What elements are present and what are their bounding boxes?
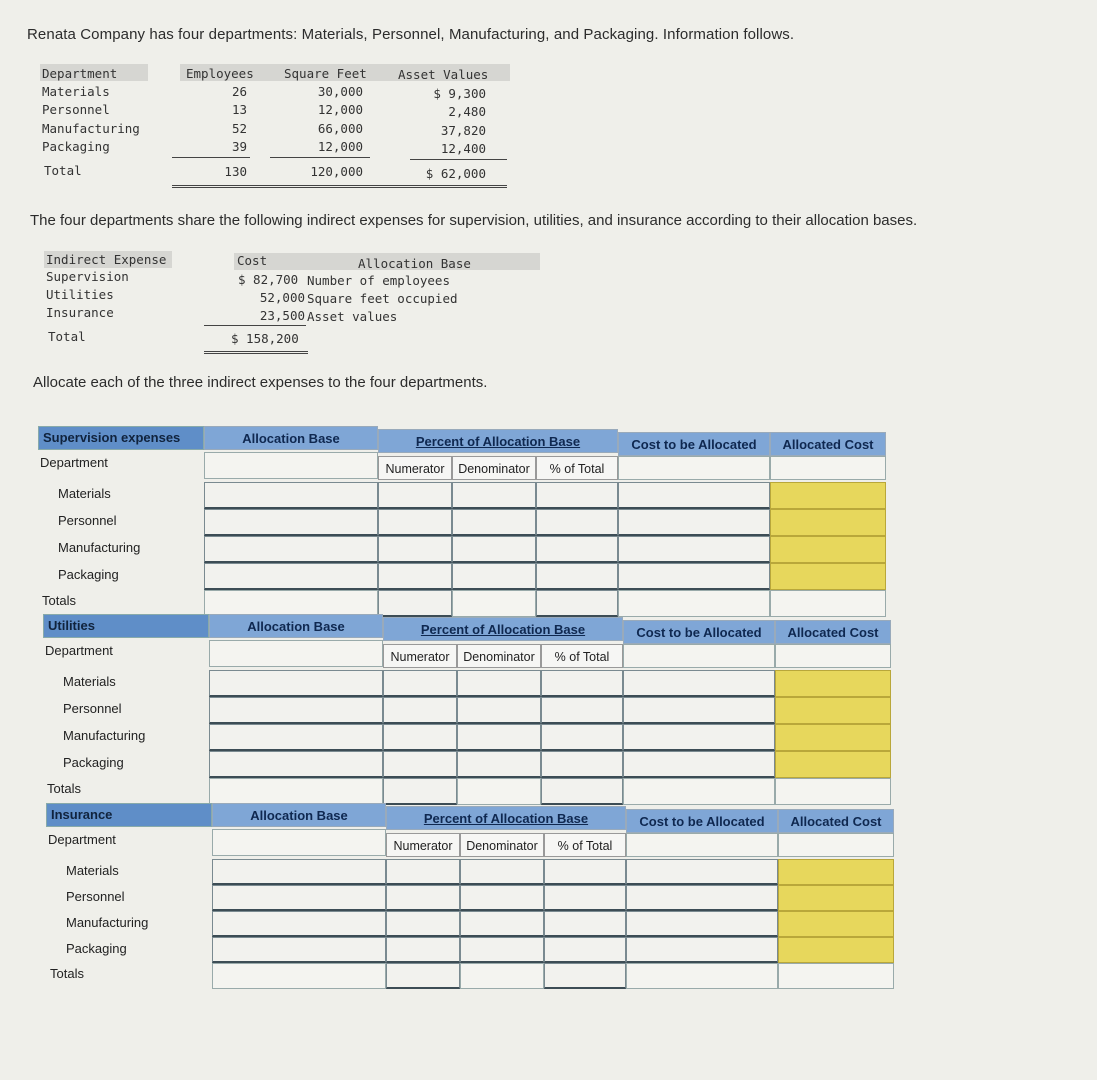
- cost-to-allocate-input-manufacturing[interactable]: [623, 724, 775, 751]
- totals-allocated-cost-cell: [775, 778, 891, 805]
- row-assets: 12,400: [440, 141, 486, 156]
- dept-row-label-personnel: Personnel: [58, 513, 117, 528]
- totals-label: Totals: [47, 781, 81, 796]
- allocated-cost-header: Allocated Cost: [778, 809, 894, 833]
- row-employees: 39: [231, 139, 247, 154]
- allocated-cost-header: Allocated Cost: [770, 432, 886, 456]
- alloc-header-blank: [775, 644, 891, 668]
- numerator-header: Numerator: [386, 833, 460, 857]
- denominator-input-personnel[interactable]: [460, 885, 544, 911]
- pct-of-total-input-manufacturing[interactable]: [544, 911, 626, 937]
- dept-row-label-packaging: Packaging: [63, 755, 124, 770]
- cost-to-allocate-input-personnel[interactable]: [623, 697, 775, 724]
- row-dept: Packaging: [42, 139, 110, 154]
- totals-pct-input[interactable]: [536, 590, 618, 617]
- totals-allocated-cost-cell: [778, 963, 894, 989]
- allocated-cost-output-packaging: [778, 937, 894, 963]
- dept-row-label-manufacturing: Manufacturing: [63, 728, 146, 743]
- pct-of-total-header: % of Total: [541, 644, 623, 668]
- total-assets: $ 62,000: [425, 166, 486, 181]
- allocated-cost-header: Allocated Cost: [775, 620, 891, 644]
- numerator-input-personnel[interactable]: [378, 509, 452, 536]
- pct-of-total-input-materials[interactable]: [544, 859, 626, 885]
- totals-base-cell: [204, 590, 378, 617]
- cost-header-blank: [623, 644, 775, 668]
- cost-to-allocate-input-packaging[interactable]: [618, 563, 770, 590]
- expense-name: Insurance: [46, 305, 114, 320]
- denominator-input-manufacturing[interactable]: [457, 724, 541, 751]
- expense-cost: 52,000: [259, 290, 305, 305]
- cost-to-allocate-input-materials[interactable]: [626, 859, 778, 885]
- numerator-input-materials[interactable]: [378, 482, 452, 509]
- row-assets: 37,820: [440, 123, 486, 138]
- numerator-input-packaging[interactable]: [383, 751, 457, 778]
- totals-base-cell: [212, 963, 386, 989]
- allocation-base-header-input[interactable]: [212, 829, 386, 856]
- allocated-cost-output-manufacturing: [778, 911, 894, 937]
- allocation-base-header-input[interactable]: [204, 452, 378, 479]
- cost-to-allocate-input-personnel[interactable]: [626, 885, 778, 911]
- allocation-base-input-personnel[interactable]: [209, 697, 383, 724]
- allocated-cost-output-personnel: [778, 885, 894, 911]
- row-employees: 26: [231, 84, 247, 99]
- pct-of-total-input-materials[interactable]: [541, 670, 623, 697]
- allocation-base-input-materials[interactable]: [209, 670, 383, 697]
- allocated-cost-output-personnel: [775, 697, 891, 724]
- denominator-input-manufacturing[interactable]: [460, 911, 544, 937]
- pct-of-total-input-packaging[interactable]: [541, 751, 623, 778]
- col-header-indirect-expense: Indirect Expense: [46, 252, 167, 267]
- allocate-instruction: Allocate each of the three indirect expenses to the four departments.: [33, 374, 488, 391]
- allocation-base-input-materials[interactable]: [204, 482, 378, 509]
- denominator-header: Denominator: [457, 644, 541, 668]
- dept-row-label-materials: Materials: [66, 863, 119, 878]
- allocation-base-input-manufacturing[interactable]: [212, 911, 386, 937]
- denominator-input-personnel[interactable]: [457, 697, 541, 724]
- dept-row-label-manufacturing: Manufacturing: [58, 540, 141, 555]
- allocation-base-input-personnel[interactable]: [204, 509, 378, 536]
- total-employees: 130: [224, 164, 247, 179]
- department-label: Department: [48, 832, 116, 847]
- totals-pct-input[interactable]: [541, 778, 623, 805]
- row-assets: 2,480: [448, 104, 486, 119]
- pct-of-total-header: % of Total: [544, 833, 626, 857]
- section-title-supervision: Supervision expenses: [38, 426, 204, 450]
- allocation-base-input-packaging[interactable]: [209, 751, 383, 778]
- dept-row-label-packaging: Packaging: [58, 567, 119, 582]
- allocated-cost-output-manufacturing: [770, 536, 886, 563]
- pct-of-total-input-personnel[interactable]: [544, 885, 626, 911]
- dept-row-label-materials: Materials: [58, 486, 111, 501]
- totals-numerator-input[interactable]: [383, 778, 457, 805]
- cost-to-be-allocated-header: Cost to be Allocated: [618, 432, 770, 456]
- totals-numerator-input[interactable]: [378, 590, 452, 617]
- allocated-cost-output-personnel: [770, 509, 886, 536]
- expense-base: Asset values: [307, 309, 398, 324]
- department-label: Department: [45, 643, 113, 658]
- allocation-base-input-manufacturing[interactable]: [209, 724, 383, 751]
- row-sqft: 66,000: [317, 121, 363, 136]
- numerator-input-personnel[interactable]: [383, 697, 457, 724]
- expense-cost: $ 82,700: [238, 272, 299, 287]
- pct-of-total-input-materials[interactable]: [536, 482, 618, 509]
- allocated-cost-output-packaging: [770, 563, 886, 590]
- totals-cost-cell: [623, 778, 775, 805]
- cost-to-be-allocated-header: Cost to be Allocated: [626, 809, 778, 833]
- numerator-input-packaging[interactable]: [378, 563, 452, 590]
- expense-cost: 23,500: [259, 308, 305, 323]
- alloc-header-blank: [770, 456, 886, 480]
- percent-of-allocation-base-header: Percent of Allocation Base: [386, 806, 626, 830]
- pct-of-total-input-packaging[interactable]: [536, 563, 618, 590]
- totals-base-cell: [209, 778, 383, 805]
- allocation-base-input-personnel[interactable]: [212, 885, 386, 911]
- allocated-cost-output-materials: [778, 859, 894, 885]
- expense-total-cost: $ 158,200: [231, 331, 299, 346]
- shared-expenses-text: The four departments share the following indirect expenses for supervision, utilities, and insurance according to their allocation bases.: [30, 212, 918, 229]
- cost-to-allocate-input-personnel[interactable]: [618, 509, 770, 536]
- expense-name: Utilities: [46, 287, 114, 302]
- denominator-input-materials[interactable]: [460, 859, 544, 885]
- expense-total-label: Total: [48, 329, 86, 344]
- totals-allocated-cost-cell: [770, 590, 886, 617]
- cost-header-blank: [626, 833, 778, 857]
- total-label: Total: [44, 163, 82, 178]
- row-assets: $ 9,300: [433, 86, 486, 101]
- row-dept: Personnel: [42, 102, 110, 117]
- allocation-base-input-manufacturing[interactable]: [204, 536, 378, 563]
- cost-to-be-allocated-header: Cost to be Allocated: [623, 620, 775, 644]
- pct-of-total-input-personnel[interactable]: [536, 509, 618, 536]
- allocation-base-header-input[interactable]: [209, 640, 383, 667]
- denominator-input-packaging[interactable]: [457, 751, 541, 778]
- section-title-utilities: Utilities: [43, 614, 209, 638]
- pct-of-total-input-packaging[interactable]: [544, 937, 626, 963]
- pct-of-total-input-personnel[interactable]: [541, 697, 623, 724]
- row-employees: 52: [231, 121, 247, 136]
- totals-label: Totals: [42, 593, 76, 608]
- row-sqft: 12,000: [317, 102, 363, 117]
- indirect-expense-table: [44, 250, 544, 360]
- row-employees: 13: [231, 102, 247, 117]
- cost-to-allocate-input-packaging[interactable]: [626, 937, 778, 963]
- col-header-employees: Employees: [186, 66, 254, 81]
- dept-row-label-personnel: Personnel: [66, 889, 125, 904]
- totals-numerator-input[interactable]: [386, 963, 460, 989]
- allocation-base-input-materials[interactable]: [212, 859, 386, 885]
- dept-row-label-manufacturing: Manufacturing: [66, 915, 149, 930]
- denominator-header: Denominator: [452, 456, 536, 480]
- pct-of-total-input-manufacturing[interactable]: [541, 724, 623, 751]
- numerator-input-packaging[interactable]: [386, 937, 460, 963]
- section-title-insurance: Insurance: [46, 803, 212, 827]
- cost-to-allocate-input-materials[interactable]: [623, 670, 775, 697]
- allocated-cost-output-materials: [770, 482, 886, 509]
- alloc-header-blank: [778, 833, 894, 857]
- numerator-input-manufacturing[interactable]: [383, 724, 457, 751]
- numerator-input-materials[interactable]: [383, 670, 457, 697]
- row-sqft: 30,000: [317, 84, 363, 99]
- intro-text: Renata Company has four departments: Materials, Personnel, Manufacturing, and Packaging. Information follows.: [27, 26, 795, 43]
- cost-header-blank: [618, 456, 770, 480]
- totals-cost-cell: [626, 963, 778, 989]
- dept-row-label-packaging: Packaging: [66, 941, 127, 956]
- allocation-base-header: Allocation Base: [212, 803, 386, 827]
- allocation-base-input-packaging[interactable]: [204, 563, 378, 590]
- cost-to-allocate-input-packaging[interactable]: [623, 751, 775, 778]
- totals-cost-cell: [618, 590, 770, 617]
- numerator-input-manufacturing[interactable]: [378, 536, 452, 563]
- totals-denominator-cell: [452, 590, 536, 617]
- col-header-allocation-base: Allocation Base: [358, 256, 471, 271]
- percent-of-allocation-base-header: Percent of Allocation Base: [378, 429, 618, 453]
- denominator-header: Denominator: [460, 833, 544, 857]
- totals-label: Totals: [50, 966, 84, 981]
- total-sqft: 120,000: [310, 164, 363, 179]
- allocated-cost-output-packaging: [775, 751, 891, 778]
- row-sqft: 12,000: [317, 139, 363, 154]
- numerator-input-materials[interactable]: [386, 859, 460, 885]
- department-label: Department: [40, 455, 108, 470]
- denominator-input-packaging[interactable]: [460, 937, 544, 963]
- pct-of-total-header: % of Total: [536, 456, 618, 480]
- allocated-cost-output-manufacturing: [775, 724, 891, 751]
- row-dept: Materials: [42, 84, 110, 99]
- col-header-department: Department: [42, 66, 118, 81]
- row-dept: Manufacturing: [42, 121, 140, 136]
- expense-base: Square feet occupied: [307, 291, 458, 306]
- denominator-input-personnel[interactable]: [452, 509, 536, 536]
- numerator-input-personnel[interactable]: [386, 885, 460, 911]
- allocation-base-header: Allocation Base: [209, 614, 383, 638]
- denominator-input-packaging[interactable]: [452, 563, 536, 590]
- numerator-header: Numerator: [383, 644, 457, 668]
- col-header-cost: Cost: [237, 253, 268, 268]
- percent-of-allocation-base-header: Percent of Allocation Base: [383, 617, 623, 641]
- numerator-input-manufacturing[interactable]: [386, 911, 460, 937]
- allocation-base-header: Allocation Base: [204, 426, 378, 450]
- col-header-asset-values: Asset Values: [398, 67, 489, 82]
- cost-to-allocate-input-materials[interactable]: [618, 482, 770, 509]
- col-header-square-feet: Square Feet: [284, 66, 367, 81]
- cost-to-allocate-input-manufacturing[interactable]: [618, 536, 770, 563]
- allocated-cost-output-materials: [775, 670, 891, 697]
- expense-name: Supervision: [46, 269, 129, 284]
- denominator-input-materials[interactable]: [452, 482, 536, 509]
- totals-pct-input[interactable]: [544, 963, 626, 989]
- pct-of-total-input-manufacturing[interactable]: [536, 536, 618, 563]
- denominator-input-manufacturing[interactable]: [452, 536, 536, 563]
- dept-row-label-personnel: Personnel: [63, 701, 122, 716]
- expense-base: Number of employees: [307, 273, 450, 288]
- denominator-input-materials[interactable]: [457, 670, 541, 697]
- dept-row-label-materials: Materials: [63, 674, 116, 689]
- totals-denominator-cell: [457, 778, 541, 805]
- cost-to-allocate-input-manufacturing[interactable]: [626, 911, 778, 937]
- totals-denominator-cell: [460, 963, 544, 989]
- allocation-base-input-packaging[interactable]: [212, 937, 386, 963]
- numerator-header: Numerator: [378, 456, 452, 480]
